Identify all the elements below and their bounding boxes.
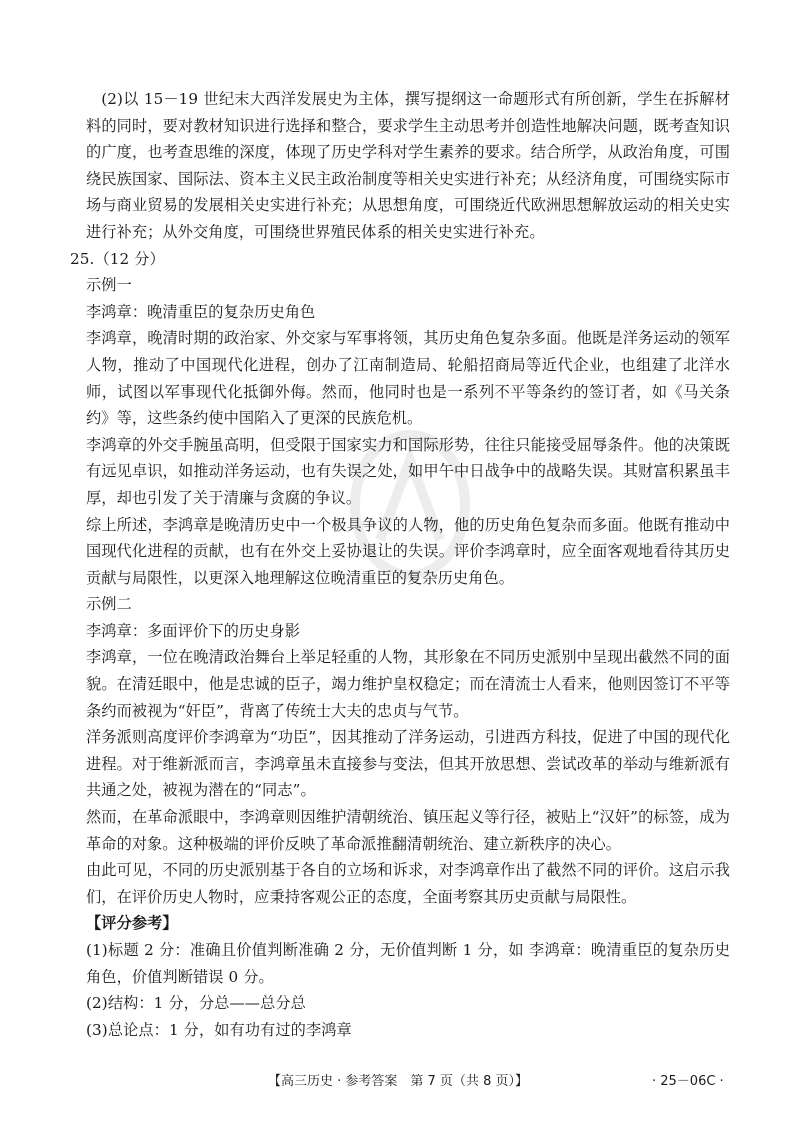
scoring-item-1: (1)标题 2 分：准确且价值判断准确 2 分，无价值判断 1 分，如 李鸿章：晚清重臣的复杂历史角色，价值判断错误 0 分。 [86,941,730,986]
footer-code: · 25－06C · [652,1074,724,1089]
example2-label: 示例二 [86,595,132,614]
answer-page [70,86,730,1043]
example2-paragraph-1: 李鸿章，一位在晚清政治舞台上举足轻重的人物，其形象在不同历史派别中呈现出截然不同的面貌。在清廷眼中，他是忠诚的臣子，竭力维护皇权稳定；而在清流士人看来，他则因签订不平等条约而被视为“奸臣”，背离了传统士大夫的忠贞与气节。 [86,648,730,720]
example1-paragraph-3: 综上所述，李鸿章是晚清历史中一个极具争议的人物，他的历史角色复杂而多面。他既有推动中国现代化进程的贡献，也有在外交上妥协退让的失误。评价李鸿章时，应全面客观地看待其历史贡献与局限性，以更深入地理解这位晚清重臣的复杂历史角色。 [86,515,730,587]
q24-part2-text: (2)以 15－19 世纪末大西洋发展史为主体，撰写提纲这一命题形式有所创新，学生在拆解材料的同时，要对教材知识进行选择和整合，要求学生主动思考并创造性地解决问题，既考查知识的广度，也考查思维的深度，体现了历史学科对学生素养的要求。结合所学，从政治角度，可围绕民族国家、国际法、资本主义民主政治制度等相关史实进行补充；从经济角度，可围绕实际市场与商业贸易的发展相关史实进行补充；从思想角度，可围绕近代欧洲思想解放运动的相关史实进行补充；从外交角度，可围绕世界殖民体系的相关史实进行补充。 [86,90,730,241]
example1-paragraph-1: 李鸿章，晚清时期的政治家、外交家与军事将领，其历史角色复杂多面。他既是洋务运动的领军人物，推动了中国现代化进程，创办了江南制造局、轮船招商局等近代企业，也组建了北洋水师，试图以军事现代化抵御外侮。然而，他同时也是一系列不平等条约的签订者，如《马关条约》等，这些条约使中国陷入了更深的民族危机。 [86,329,730,428]
q25-number: 25.（12 分） [70,249,165,268]
example1-label: 示例一 [86,276,132,295]
scoring-item-3: (3)总论点：1 分，如有功有过的李鸿章 [86,1020,352,1039]
footer-page-info: 【高三历史 · 参考答案 第 7 页（共 8 页）】 [268,1074,528,1089]
example2-paragraph-3: 然而，在革命派眼中，李鸿章则因维护清朝统治、镇压起义等行径，被贴上“汉奸”的标签，成为革命的对象。这种极端的评价反映了革命派推翻清朝统治、建立新秩序的决心。 [86,808,730,853]
example2-paragraph-2: 洋务派则高度评价李鸿章为“功臣”，因其推动了洋务运动，引进西方科技，促进了中国的现代化进程。对于维新派而言，李鸿章虽未直接参与变法，但其开放思想、尝试改革的举动与维新派有共通之处，被视为潜在的“同志”。 [86,728,730,800]
page-footer [0,1070,800,1094]
example1-paragraph-2: 李鸿章的外交手腕虽高明，但受限于国家实力和国际形势，往往只能接受屈辱条件。他的决策既有远见卓识，如推动洋务运动，也有失误之处，如甲午中日战争中的战略失误。其财富积累虽丰厚，却也引发了关于清廉与贪腐的争议。 [86,435,730,507]
example1-title: 李鸿章：晚清重臣的复杂历史角色 [86,302,316,321]
example2-title: 李鸿章：多面评价下的历史身影 [86,621,301,640]
scoring-heading: 【评分参考】 [86,914,178,933]
scoring-item-2: (2)结构：1 分，分总——总分总 [86,994,306,1013]
example2-paragraph-4: 由此可见，不同的历史派别基于各自的立场和诉求，对李鸿章作出了截然不同的评价。这启示我们，在评价历史人物时，应秉持客观公正的态度，全面考察其历史贡献与局限性。 [86,861,730,906]
